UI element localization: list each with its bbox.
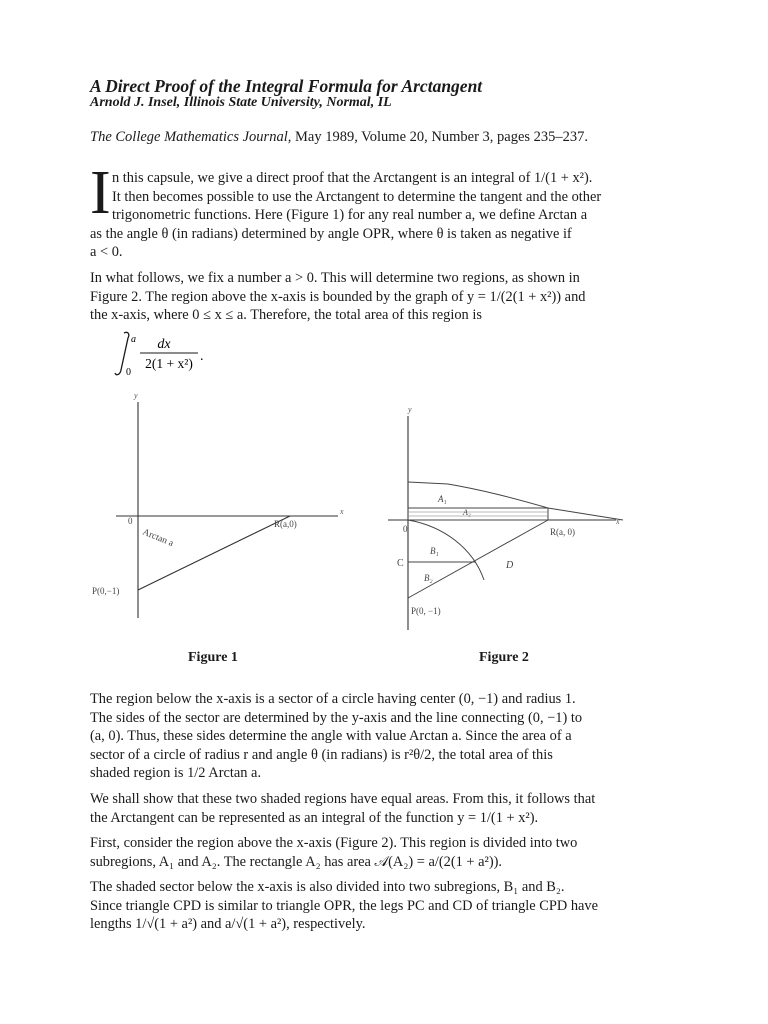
line-pr — [408, 520, 548, 598]
point-r-label: R(a,0) — [274, 519, 297, 529]
text-line: a < 0. — [90, 244, 123, 261]
sixth-paragraph — [90, 878, 650, 934]
equation-period: . — [200, 349, 204, 364]
x-axis-label: x — [616, 517, 620, 526]
text-line: Figure 2. The region above the x-axis is bounded by the graph of y = 1/(2(1 + x²)) and — [90, 288, 586, 305]
text-line: lengths 1/√(1 + a²) and a/√(1 + a²), respectively. — [90, 916, 366, 933]
text-line: In what follows, we fix a number a > 0. This will determine two regions, as shown in — [90, 270, 580, 286]
line-pr — [138, 516, 290, 590]
region-b2-label: B₂ — [424, 573, 433, 583]
text-line: the x-axis, where 0 ≤ x ≤ a. Therefore, the total area of this region is — [90, 307, 482, 324]
lower-limit: 0 — [126, 367, 131, 378]
text-line: The region below the x-axis is a sector of a circle having center (0, −1) and radius 1. — [90, 691, 576, 707]
integral-equation — [112, 330, 232, 378]
point-r-label: R(a, 0) — [550, 527, 575, 537]
text-line: trigonometric functions. Here (Figure 1) for any real number a, we define Arctan a — [112, 207, 588, 224]
numerator: dx — [157, 337, 171, 352]
text-line: subregions, A₁ and A₂. The rectangle A₂ has area 𝒜(A₂) = a/(2(1 + a²)). — [90, 853, 503, 870]
text-line: as the angle θ (in radians) determined by angle OPR, where θ is taken as negative if — [90, 225, 572, 242]
upper-limit: a — [131, 334, 136, 345]
figure-1 — [84, 388, 364, 628]
intro-paragraph — [90, 169, 650, 262]
point-d-label: D — [506, 560, 514, 571]
fifth-paragraph — [90, 834, 650, 871]
journal-name: The College Mathematics Journal, — [90, 129, 292, 145]
citation-line — [90, 129, 588, 146]
text-line: It then becomes possible to use the Arctangent to determine the tangent and the other — [112, 188, 602, 205]
author-line: Arnold J. Insel, Illinois State University, Normal, IL — [90, 95, 392, 110]
text-line: Since triangle CPD is similar to triangle OPR, the legs PC and CD of triangle CPD have — [90, 897, 599, 914]
text-line: the Arctangent can be represented as an integral of the function y = 1/(1 + x²). — [90, 809, 539, 826]
point-p-label: P(0, −1) — [411, 606, 441, 616]
region-a2-label: A₂ — [463, 508, 471, 517]
point-c-label: C — [397, 558, 404, 569]
sector-arc — [408, 520, 484, 580]
angle-label: Arctan a — [140, 527, 175, 549]
text-line: n this capsule, we give a direct proof that the Arctangent is an integral of 1/(1 + x²). — [112, 170, 593, 186]
third-paragraph — [90, 690, 650, 783]
drop-cap: I — [90, 159, 111, 227]
y-axis-label: y — [134, 391, 138, 400]
region-a1-label: A₁ — [438, 494, 447, 504]
second-paragraph — [90, 269, 650, 325]
text-line: First, consider the region above the x-axis (Figure 2). This region is divided into two — [90, 835, 578, 851]
y-axis-label: y — [408, 405, 412, 414]
rectangle-a2 — [408, 508, 548, 520]
denominator: 2(1 + x²) — [145, 356, 193, 371]
figure-2 — [388, 398, 632, 634]
issue-details: May 1989, Volume 20, Number 3, pages 235–237. — [291, 129, 589, 145]
origin-label: 0 — [403, 524, 408, 534]
figure-2-caption: Figure 2 — [479, 650, 529, 665]
x-axis-label: x — [340, 507, 344, 516]
text-line: shaded region is 1/2 Arctan a. — [90, 765, 262, 782]
region-b1-label: B₁ — [430, 546, 439, 556]
text-line: The shaded sector below the x-axis is also divided into two subregions, B₁ and B₂. — [90, 879, 565, 895]
fourth-paragraph — [90, 790, 650, 827]
text-line: We shall show that these two shaded regions have equal areas. From this, it follows that — [90, 791, 596, 807]
text-line: (a, 0). Thus, these sides determine the angle with value Arctan a. Since the area of a — [90, 728, 572, 745]
paper-title: A Direct Proof of the Integral Formula for Arctangent — [90, 76, 483, 96]
origin-label: 0 — [128, 516, 133, 526]
text-line: The sides of the sector are determined by the y-axis and the line connecting (0, −1) to — [90, 709, 583, 726]
text-line: sector of a circle of radius r and angle θ (in radians) is r²θ/2, the total area of this — [90, 746, 553, 763]
point-p-label: P(0,−1) — [92, 586, 120, 596]
figure-1-caption: Figure 1 — [188, 650, 238, 665]
